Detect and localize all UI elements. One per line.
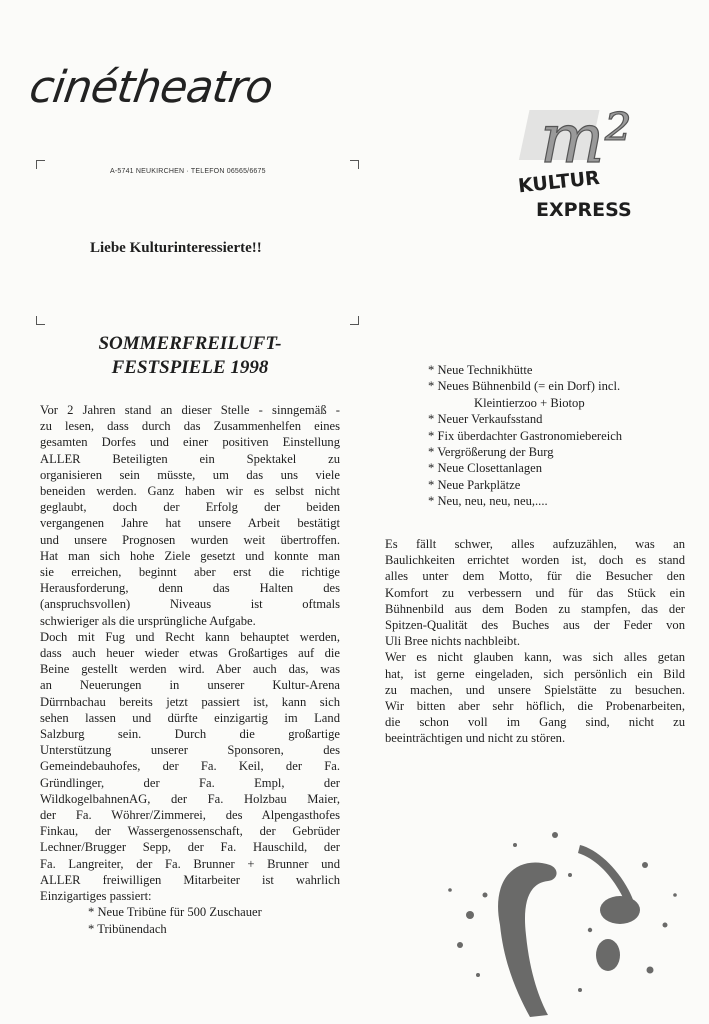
right-column-text bbox=[385, 536, 685, 747]
text-line: die schon voll im Gang sind, nicht zu bbox=[385, 715, 685, 730]
list-item: * Neu, neu, neu, neu,.... bbox=[428, 494, 548, 509]
text-line: schwieriger als die ursprüngliche Aufgabe. bbox=[40, 613, 256, 628]
text-line: Vor 2 Jahren stand an dieser Stelle - sinngemäß - bbox=[40, 403, 340, 417]
text-line: Gründlinger, der Fa. Empl, der bbox=[40, 775, 340, 790]
text-line: Doch mit Fug und Recht kann behauptet werden, bbox=[40, 629, 340, 644]
list-item: * Neues Bühnenbild (= ein Dorf) incl. bbox=[428, 379, 621, 394]
text-line: Beine gestellt werden wird. Aber auch das, was bbox=[40, 662, 340, 677]
text-line: Salzburg sein. Durch die großartige bbox=[40, 727, 340, 742]
text-line: dass auch heuer wieder etwas Großartiges auf die bbox=[40, 646, 340, 661]
text-line: Es fällt schwer, alles aufzuzählen, was an bbox=[385, 537, 685, 551]
text-line: Wer es nicht glauben kann, was sich alles getan bbox=[385, 650, 685, 665]
left-column-text bbox=[40, 402, 340, 937]
text-line: alles unter dem Motto, für die Besucher den bbox=[385, 569, 685, 584]
list-item: * Neue Technikhütte bbox=[428, 363, 533, 377]
text-line: Fa. Langreiter, der Fa. Brunner + Brunner und bbox=[40, 856, 340, 871]
text-line: sie erreichen, beginnt aber erst die richtige bbox=[40, 565, 340, 580]
bullet-item: * Neue Tribüne für 500 Zuschauer bbox=[88, 905, 262, 920]
bullet-item: * Tribünendach bbox=[88, 921, 167, 936]
text-line: vergangenen Jahre hat unsere Arbeit bestätigt bbox=[40, 516, 340, 531]
text-line: Herausforderung, denn das Halten des bbox=[40, 581, 340, 596]
text-line: Komfort zu verbessern und für das Stück ein bbox=[385, 585, 685, 600]
text-line: Dürrnbachau bereits jetzt passiert ist, kann sich bbox=[40, 694, 340, 709]
text-line: geglaubt, doch der Erfolg der beiden bbox=[40, 500, 340, 515]
text-line: Wir bitten aber sehr höflich, die Probenarbeiten, bbox=[385, 699, 685, 714]
cinetheatro-logo: cinétheatro bbox=[26, 62, 276, 113]
improvements-list bbox=[428, 362, 622, 510]
text-line: ALLER Beteiligten ein Spektakel zu bbox=[40, 451, 340, 466]
text-line: Gemeindebauhofes, der Fa. Keil, der Fa. bbox=[40, 759, 340, 774]
crop-mark bbox=[36, 160, 45, 169]
text-line: Finkau, der Wassergenossenschaft, der Gebrüder bbox=[40, 824, 340, 839]
text-line: sehen lassen und dürfte einzigartig im Land bbox=[40, 710, 340, 725]
crop-mark bbox=[350, 316, 359, 325]
text-line: organisieren sein müsste, um das uns viele bbox=[40, 467, 340, 482]
text-line: beneiden werden. Ganz haben wir es selbst nicht bbox=[40, 484, 340, 499]
text-line: (anspruchsvollen) Niveaus ist oftmals bbox=[40, 597, 340, 612]
list-item: * Vergrößerung der Burg bbox=[428, 445, 554, 460]
ink-splash-graphic bbox=[430, 805, 695, 1020]
text-line: zu machen, und unsere Spielstätte zu besuchen. bbox=[385, 682, 685, 697]
text-line: ALLER freiwilligen Mitarbeiter ist wahrlich bbox=[40, 872, 340, 887]
headline-line-1: SOMMERFREILUFT- bbox=[98, 333, 282, 354]
text-line: der Fa. Wöhrer/Zimmerei, des Alpengasthofes bbox=[40, 808, 340, 823]
crop-mark bbox=[36, 316, 45, 325]
text-line: Lechner/Brugger Sepp, der Fa. Hauschild, der bbox=[40, 840, 340, 855]
text-line: Einzigartiges passiert: bbox=[40, 889, 152, 904]
text-line: Uli Bree nichts nachbleibt. bbox=[385, 634, 520, 649]
headline-line-2: FESTSPIELE 1998 bbox=[111, 357, 269, 378]
ink-stroke bbox=[578, 845, 635, 909]
list-item: * Neue Closettanlagen bbox=[428, 461, 543, 476]
text-line: Unterstützung unserer Sponsoren, des bbox=[40, 743, 340, 758]
list-item: * Fix überdachter Gastronomiebereich bbox=[428, 428, 623, 443]
kultur-express-logo bbox=[500, 70, 675, 230]
text-line: und unsere Prognosen wurden weit übertroffen. bbox=[40, 532, 340, 547]
text-line: hat, ist gerne eingeladen, sich persönlich ein Bild bbox=[385, 666, 685, 681]
text-line: Spitzen-Qualität des Buches aus der Feder von bbox=[385, 618, 685, 633]
ink-stroke bbox=[498, 863, 557, 1018]
text-line: Baulichkeiten errichtet worden ist, doch es stand bbox=[385, 553, 685, 568]
text-line: gesamten Dorfes und einer positiven Einstellung bbox=[40, 435, 340, 450]
text-line: WildkogelbahnenAG, der Fa. Holzbau Maier, bbox=[40, 791, 340, 806]
crop-mark bbox=[350, 160, 359, 169]
text-line: beeinträchtigen und nicht zu stören. bbox=[385, 731, 566, 746]
badge-express: EXPRESS bbox=[536, 199, 632, 221]
m2-letter: m² bbox=[540, 100, 632, 179]
ink-blot bbox=[596, 939, 620, 971]
headline bbox=[40, 332, 340, 380]
list-item: * Neuer Verkaufsstand bbox=[428, 412, 543, 427]
text-line: an Neuerungen in unserer Kultur-Arena bbox=[40, 678, 340, 693]
text-line: zu lesen, dass durch das Zusammenhelfen eines bbox=[40, 419, 340, 434]
address-line: A-5741 NEUKIRCHEN · TELEFON 06565/6675 bbox=[110, 168, 266, 175]
text-line: Bühnenbild aus dem Boden zu stampfen, das der bbox=[385, 601, 685, 616]
list-item-continuation: Kleintierzoo + Biotop bbox=[474, 395, 585, 410]
list-item: * Neue Parkplätze bbox=[428, 477, 521, 492]
badge-kultur: KULTUR bbox=[517, 166, 601, 198]
salutation: Liebe Kulturinteressierte!! bbox=[90, 240, 262, 256]
ink-blot bbox=[600, 896, 640, 924]
m2-mark bbox=[519, 100, 632, 179]
text-line: Hat man sich hohe Ziele gesetzt und konnte man bbox=[40, 548, 340, 563]
